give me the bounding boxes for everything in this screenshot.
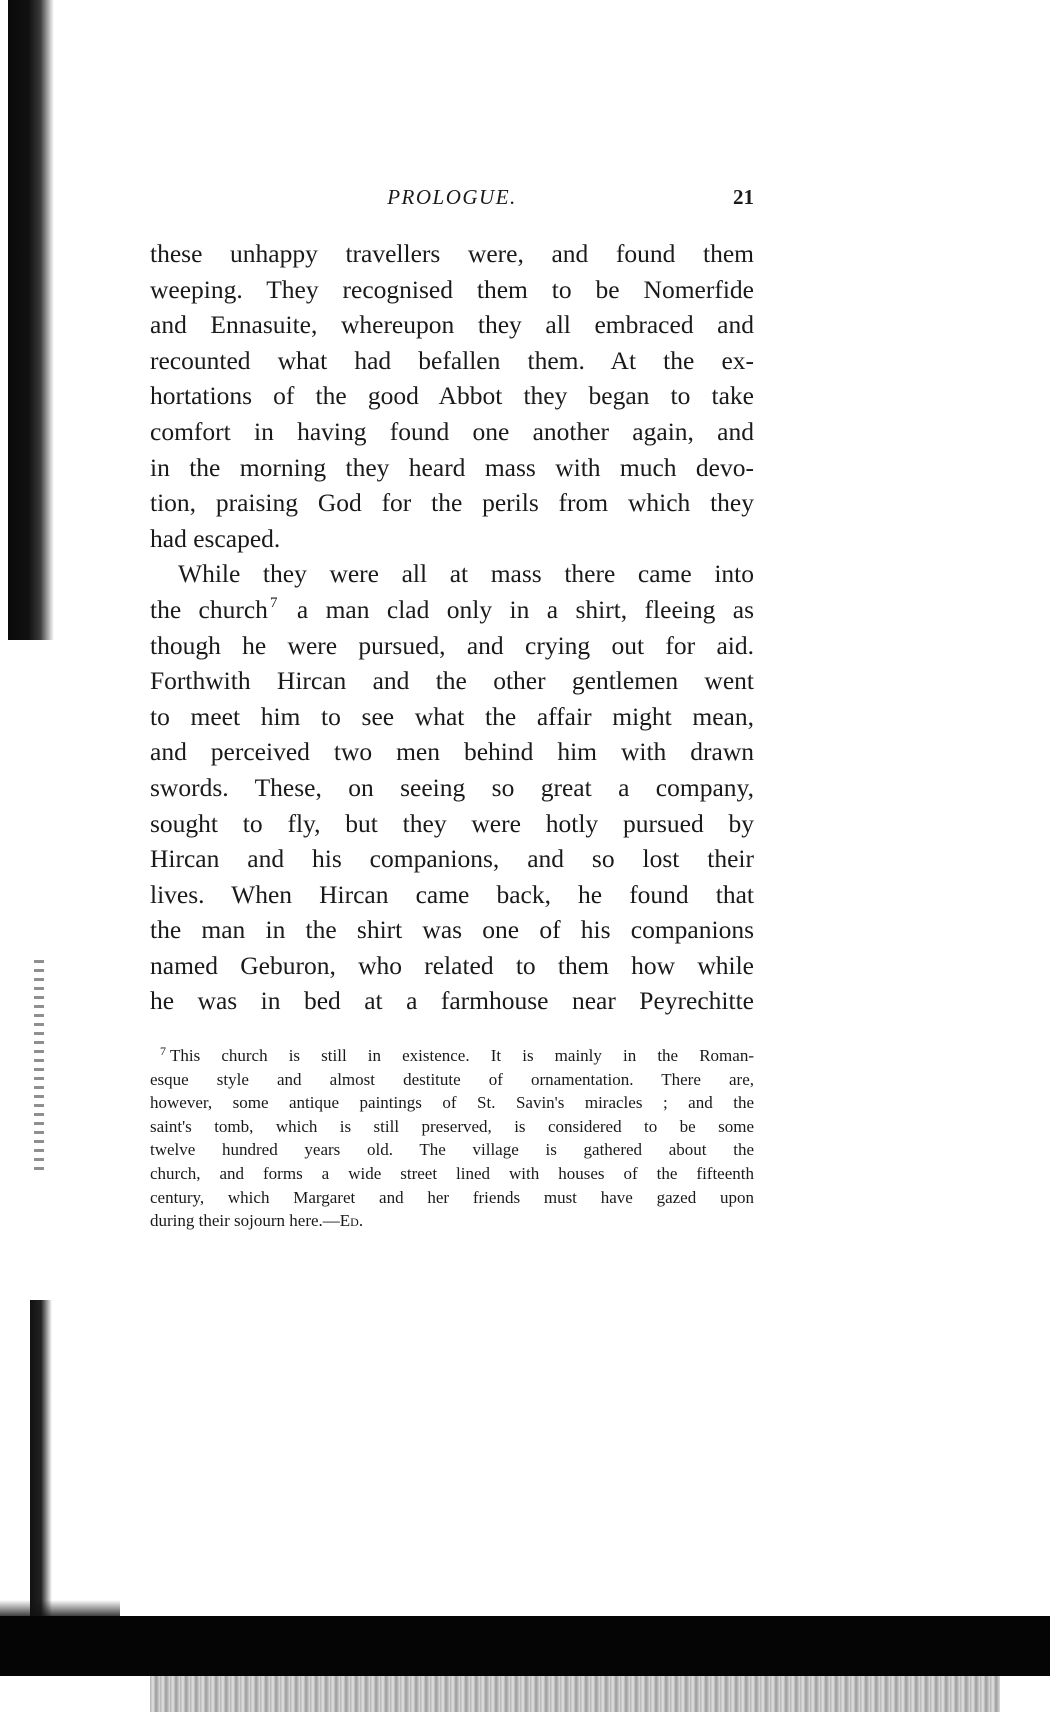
text-line: the man in the shirt was one of his companions bbox=[150, 915, 754, 945]
text-line: comfort in having found one another again, and bbox=[150, 416, 754, 446]
text-line: though he were pursued, and crying out for aid. bbox=[150, 630, 754, 660]
text-line: weeping. They recognised them to be Nomerfide bbox=[150, 274, 754, 304]
text-line: sought to fly, but they were hotly pursued by bbox=[150, 808, 754, 838]
text-fragment: While they were all at mass there came into bbox=[178, 559, 754, 589]
footnote bbox=[150, 1040, 754, 1233]
footnote-line: however, some antique paintings of St. Savin's miracles ; and the bbox=[150, 1093, 754, 1113]
text-line: these unhappy travellers were, and found them bbox=[150, 239, 754, 268]
text-fragment: a man clad only in a shirt, fleeing as bbox=[296, 594, 754, 624]
running-head bbox=[150, 185, 754, 215]
footnote-line: church, and forms a wide street lined with houses of the fifteenth bbox=[150, 1163, 754, 1183]
scan-noise-strip bbox=[150, 1676, 1000, 1712]
footnote-line: saint's tomb, which is still preserved, is considered to be some bbox=[150, 1116, 754, 1136]
text-line: had escaped. bbox=[150, 523, 281, 553]
body-text bbox=[150, 236, 754, 1019]
text-line-with-note bbox=[150, 592, 754, 628]
binding-shadow bbox=[8, 0, 54, 640]
text-line: recounted what had befallen them. At the ex- bbox=[150, 345, 754, 375]
footnote-line: esque style and almost destitute of ornamentation. There are, bbox=[150, 1069, 754, 1089]
text-fragment: during their sojourn here.— bbox=[150, 1211, 340, 1231]
page-number: 21 bbox=[733, 185, 754, 209]
text-line: lives. When Hircan came back, he found that bbox=[150, 879, 754, 909]
text-fragment: the church bbox=[150, 594, 268, 624]
text-line: Hircan and his companions, and so lost their bbox=[150, 844, 754, 874]
paragraph-first-line bbox=[150, 556, 754, 592]
text-line: swords. These, on seeing so great a company, bbox=[150, 772, 754, 802]
binding-shadow-lower bbox=[30, 1300, 52, 1620]
text-line: named Geburon, who related to them how while bbox=[150, 950, 754, 980]
text-line: in the morning they heard mass with much devo- bbox=[150, 452, 754, 482]
text-line: and perceived two men behind him with drawn bbox=[150, 737, 754, 767]
text-line: and Ennasuite, whereupon they all embraced and bbox=[150, 310, 754, 340]
footnote-reference: 7 bbox=[269, 594, 278, 611]
footnote-line: century, which Margaret and her friends must have gazed upon bbox=[150, 1187, 754, 1207]
scan-bottom-edge bbox=[0, 1616, 1050, 1676]
footnote-first-line bbox=[150, 1040, 754, 1068]
text-line: hortations of the good Abbot they began to take bbox=[150, 381, 754, 411]
running-title: PROLOGUE. bbox=[387, 185, 517, 209]
text-line: Forthwith Hircan and the other gentlemen went bbox=[150, 666, 754, 696]
text-line: he was in bed at a farmhouse near Peyrechitte bbox=[150, 986, 754, 1016]
editor-signature: Ed. bbox=[339, 1211, 364, 1231]
footnote-number: 7 bbox=[160, 1044, 166, 1058]
text-fragment: This church is still in existence. It is mainly in the Roman- bbox=[170, 1046, 754, 1065]
footnote-line: twelve hundred years old. The village is gathered about the bbox=[150, 1140, 754, 1160]
footnote-last-line bbox=[150, 1209, 754, 1233]
text-line: to meet him to see what the affair might mean, bbox=[150, 701, 754, 731]
text-line: tion, praising God for the perils from which they bbox=[150, 488, 754, 518]
binding-speckle bbox=[34, 960, 44, 1170]
